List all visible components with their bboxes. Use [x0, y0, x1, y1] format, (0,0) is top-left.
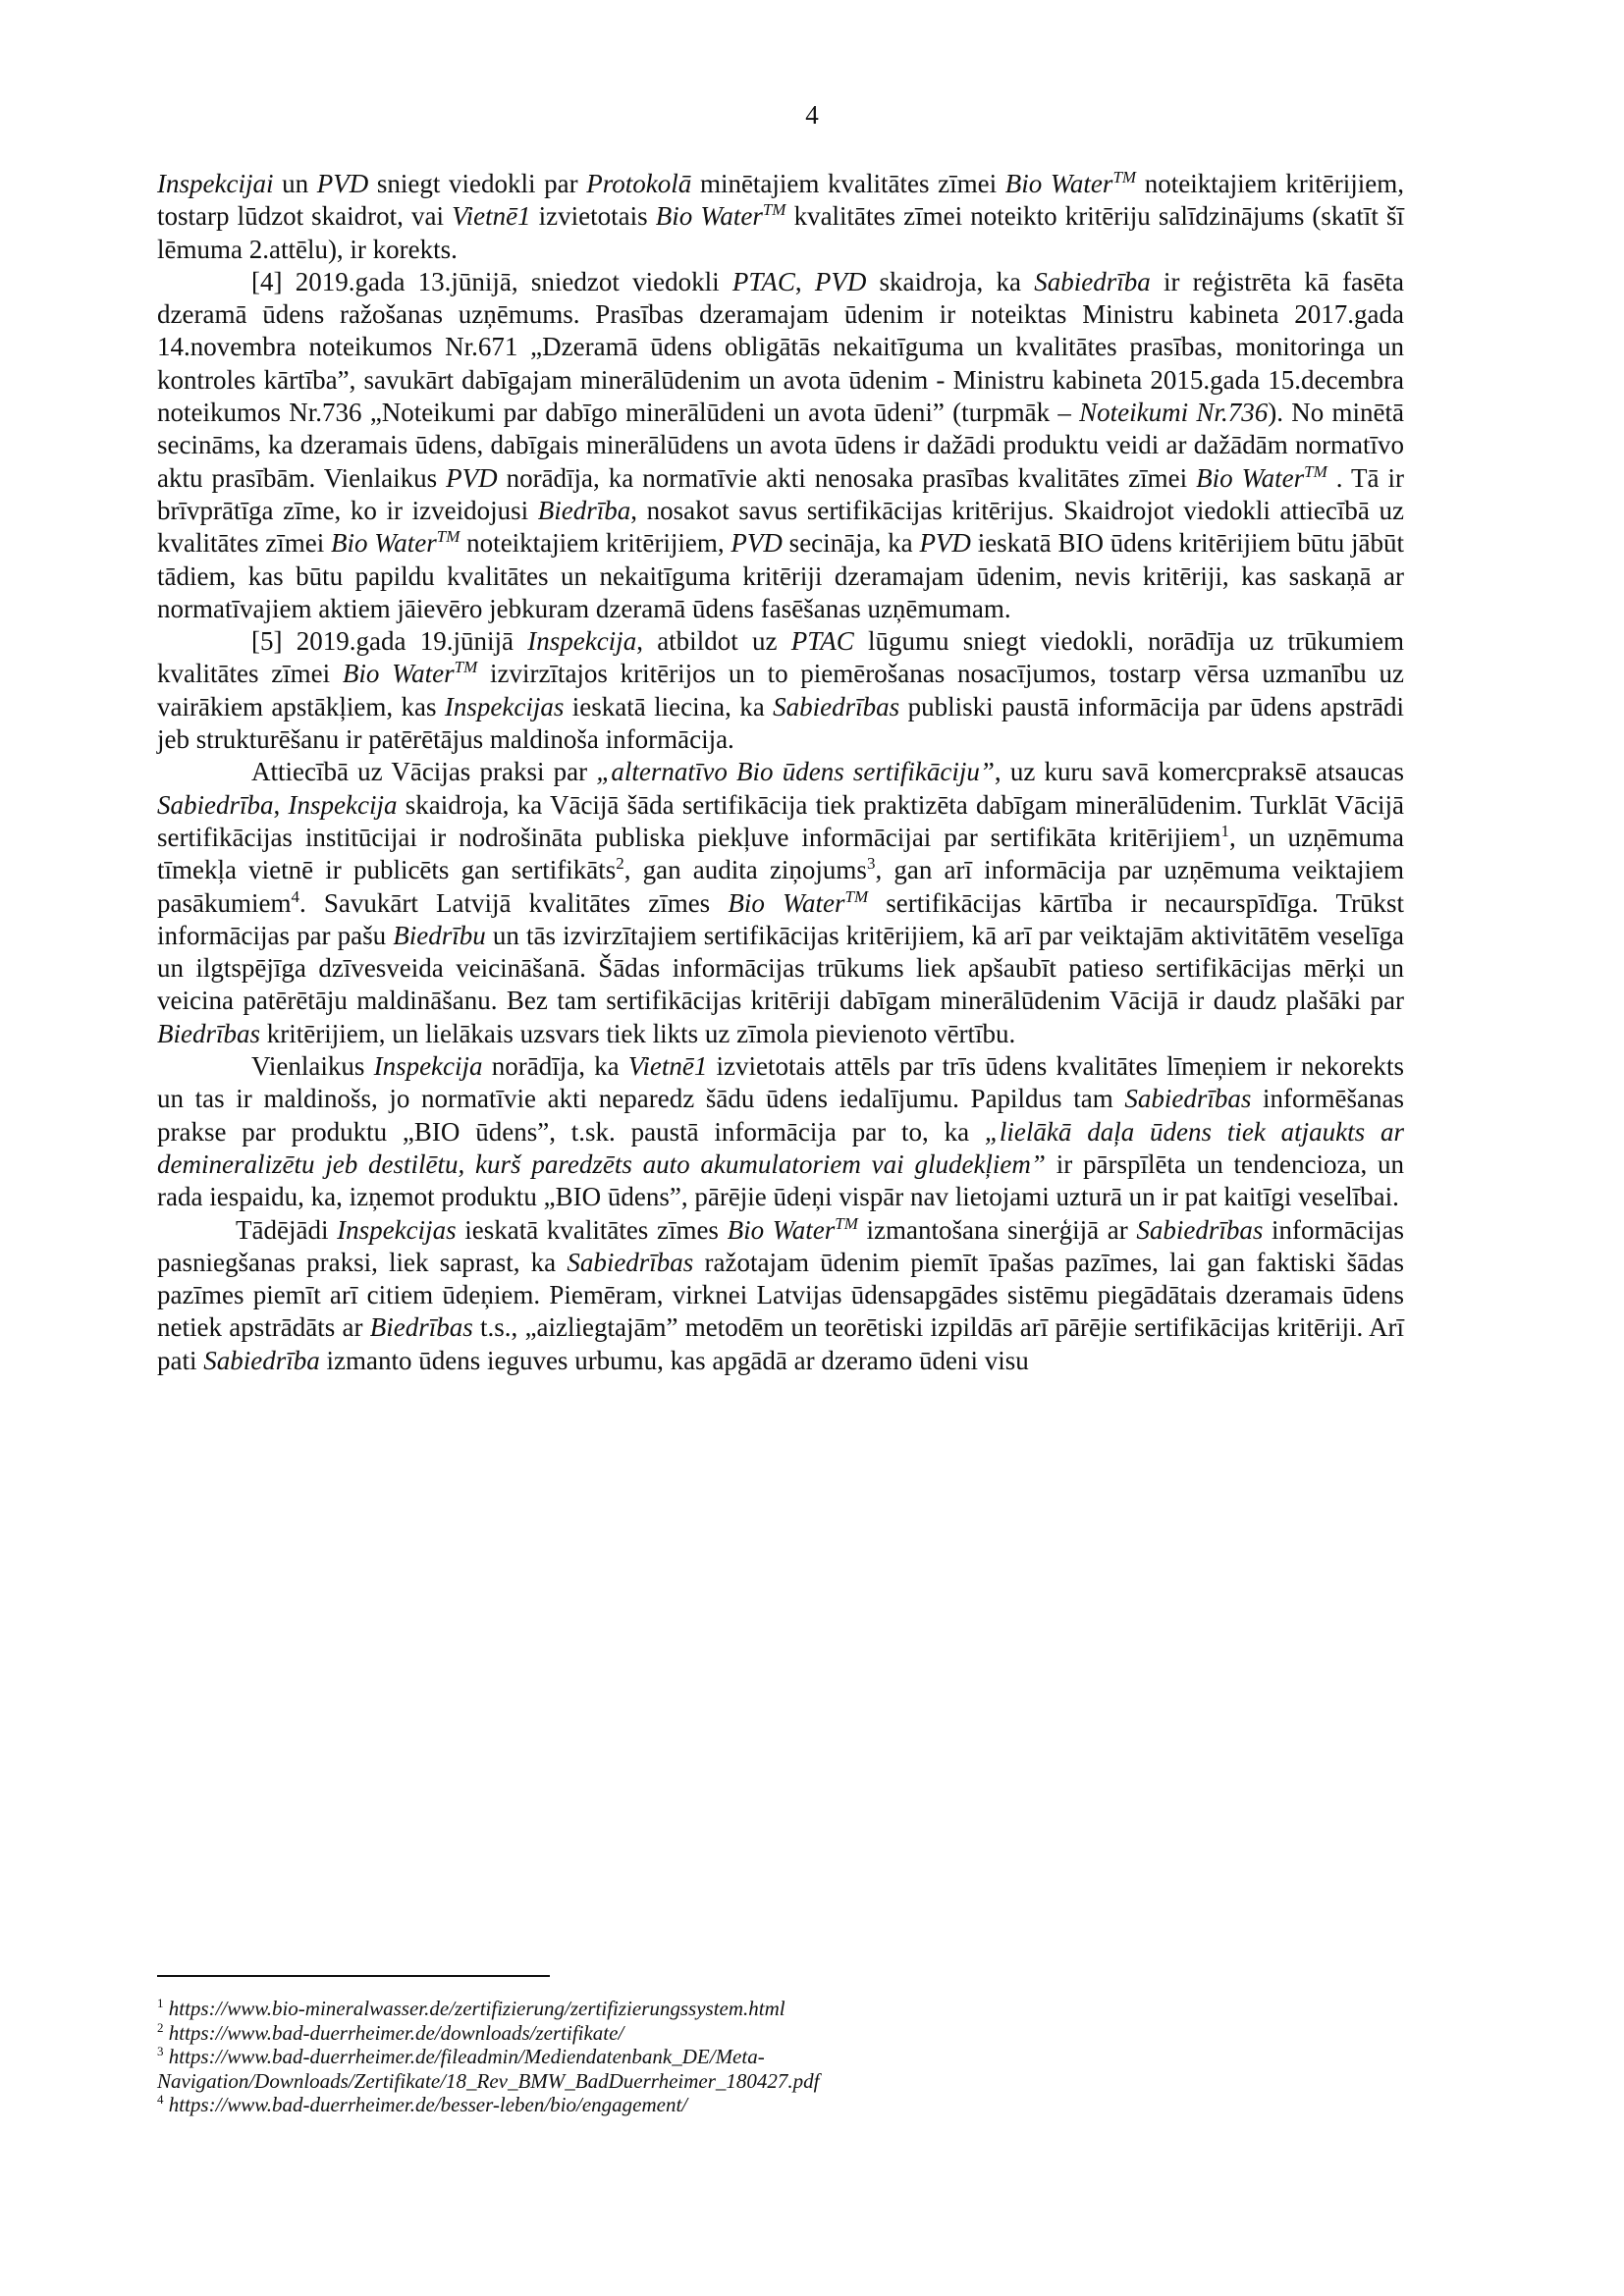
italic-text: Bio Water	[728, 887, 845, 918]
superscript: TM	[454, 658, 478, 677]
footnote-separator	[157, 1975, 550, 1977]
text-run: norādīja, ka	[482, 1051, 628, 1082]
text-run: kritērijiem, un lielākais uzsvars tiek likts uz zīmola pievienoto vērtību.	[260, 1018, 1016, 1048]
italic-text: Inspekcijas	[337, 1214, 457, 1245]
paragraph-4	[157, 266, 1404, 625]
text-run: ). No minētā secināms, ka dzeramais ūdens, dabīgais minerālūdens un avota ūdens ir dažādi produktu veidi ar dažādām normatīvo aktu prasībām. Vienlaikus	[157, 398, 1404, 493]
text-run: . Savukārt Latvijā kvalitātes zīmes	[298, 887, 729, 918]
footnote-link[interactable]: https://www.bad-duerrheimer.de/downloads/zertifikate/	[168, 2020, 624, 2045]
text-run: Vienlaikus	[251, 1051, 374, 1082]
text-run: . Tā ir brīvprātīga zīme, ko ir izveidojusi	[157, 462, 1405, 525]
text-run: minētajiem kvalitātes zīmei	[691, 169, 1005, 198]
text-run: ražotajam ūdenim piemīt īpašas pazīmes, lai gan faktiski šādas pazīmes piemīt arī citiem ūdeņiem. Piemēram, virknei Latvijas ūdensapgādes sistēmu piegādātais dzeramais ūdens netiek apstrādāts ar	[157, 1247, 1405, 1343]
superscript: 2	[616, 854, 624, 874]
paragraph	[157, 1050, 1404, 1213]
italic-text: Biedrības	[369, 1312, 473, 1343]
superscript: TM	[1112, 168, 1137, 187]
superscript: 4	[291, 886, 299, 906]
paragraph-5	[157, 625, 1404, 756]
italic-text: Noteikumi Nr.736	[1079, 398, 1269, 428]
superscript: TM	[835, 1213, 858, 1233]
text-run: informēšanas prakse par produktu „BIO ūdens”, t.sk. paustā informācija par to, ka	[157, 1084, 1404, 1147]
footnotes	[157, 1997, 1404, 2117]
text-run: , gan audita ziņojums	[623, 855, 867, 885]
text-run: ieskatā kvalitātes zīmes	[456, 1214, 728, 1245]
italic-text: Bio Water	[655, 201, 763, 232]
italic-text: Vietnē1	[452, 201, 531, 232]
footnote-number: 3	[157, 2044, 164, 2059]
footnote-number: 4	[157, 2092, 164, 2108]
italic-text: Bio Water	[1196, 462, 1305, 493]
text-run: ieskatā BIO ūdens kritērijiem būtu jābūt tādiem, kas būtu papildu kvalitātes un nekaitīguma kritēriji dzeramajam ūdenim, nevis kritēriji, kas saskaņā ar normatīvajiem aktiem jāievēro jebkuram dzeramā ūdens fasēšanas uzņēmumam.	[157, 528, 1405, 623]
italic-text: PVD	[316, 169, 369, 198]
text-run: ,	[794, 266, 815, 296]
italic-text: PTAC	[790, 626, 854, 657]
text-run: noteiktajiem kritērijiem,	[460, 528, 731, 559]
text-run: , atbildot uz	[636, 626, 791, 657]
italic-text: Sabiedrības	[1136, 1214, 1264, 1245]
document-body	[157, 168, 1404, 1377]
italic-text: Sabiedrības	[1124, 1084, 1252, 1114]
italic-text: Inspekcijas	[444, 691, 565, 721]
italic-text: Inspekcijai	[157, 169, 274, 198]
text-run: skaidroja, ka	[866, 266, 1035, 296]
footnote	[157, 2045, 1404, 2093]
italic-text: Inspekcija	[527, 626, 637, 657]
text-run: Attiecībā uz Vācijas praksi par	[251, 757, 597, 787]
italic-text: Biedrību	[393, 920, 486, 950]
italic-text: Bio Water	[727, 1214, 836, 1245]
italic-text: Sabiedrība	[157, 789, 274, 820]
text-run: Tādējādi	[236, 1214, 338, 1245]
text-run: izmantošana sinerģijā ar	[857, 1214, 1137, 1245]
text-run: [5] 2019.gada 19.jūnijā	[251, 626, 528, 657]
superscript: TM	[1304, 461, 1327, 481]
italic-text: PVD	[446, 462, 498, 493]
italic-text: PVD	[814, 266, 867, 296]
text-run: lūgumu sniegt viedokli, norādīja uz trūkumiem kvalitātes zīmei	[157, 626, 1404, 689]
text-run: informācijas pasniegšanas praksi, liek saprast, ka	[157, 1214, 1405, 1277]
text-run: noteiktajiem kritērijiem, tostarp lūdzot skaidrot, vai	[157, 169, 1405, 232]
superscript: TM	[762, 200, 786, 220]
footnote	[157, 2093, 1404, 2117]
italic-text: Bio Water	[342, 659, 455, 689]
text-run: izvietotais	[530, 201, 656, 232]
text-run: ,	[273, 789, 289, 820]
text-run: secināja, ka	[782, 528, 920, 559]
italic-text: Sabiedrības	[567, 1247, 694, 1277]
text-run: ir pārspīlēta un tendencioza, un rada iespaidu, ka, izņemot produktu „BIO ūdens”, pārējie ūdeņi vispār nav lietojami uzturā un ir pat kaitīgi veselībai.	[157, 1148, 1405, 1212]
italic-text: Bio Water	[331, 528, 437, 559]
italic-text: Bio Water	[1004, 169, 1113, 198]
italic-text: Sabiedrības	[773, 691, 900, 721]
page-number: 4	[805, 100, 819, 130]
text-run: , gan arī informācija par uzņēmuma veiktajiem pasākumiem	[157, 855, 1405, 918]
text-run: izvietotais attēls par trīs ūdens kvalitātes līmeņiem ir nekorekts un tas ir maldinošs, jo normatīvie akti neparedz šādu ūdens iedalījumu. Papildus tam	[157, 1051, 1405, 1114]
text-run: , nosakot savus sertifikācijas kritērijus. Skaidrojot viedokli attiecībā uz kvalitātes zīmei	[157, 495, 1404, 559]
footnote-link[interactable]: Navigation/Downloads/Zertifikate/18_Rev_BMW_BadDuerrheimer_180427.pdf	[157, 2068, 820, 2093]
text-run: skaidroja, ka Vācijā šāda sertifikācija tiek praktizēta dabīgam minerālūdenim. Turklāt Vācijā sertifikācijas institūcijai ir nodrošināta publiska piekļuve informācijai par sertifikāta kritērijiem	[157, 789, 1404, 852]
text-run: sertifikācijas kārtība ir necaurspīdīga. Trūkst informācijas par pašu	[157, 887, 1405, 950]
footnote-number: 1	[157, 1996, 164, 2010]
italic-text: Protokolā	[586, 169, 692, 198]
footnote-link[interactable]: https://www.bad-duerrheimer.de/fileadmin/Mediendatenbank_DE/Meta-	[168, 2045, 765, 2069]
italic-text: Inspekcija	[288, 789, 398, 820]
text-run: un	[273, 169, 317, 198]
text-run: , un uzņēmuma tīmekļa vietnē ir publicēts gan sertifikāts	[157, 822, 1404, 885]
text-run: [4] 2019.gada 13.jūnijā, sniedzot viedokli	[251, 266, 732, 296]
text-run: , uz kuru savā komercpraksē atsaucas	[994, 757, 1404, 787]
footnote-number: 2	[157, 2019, 164, 2035]
italic-text: PVD	[731, 528, 783, 559]
footnote-link[interactable]: https://www.bio-mineralwasser.de/zertifizierung/zertifizierungssystem.html	[168, 1997, 785, 2020]
paragraph	[157, 168, 1404, 266]
text-run: izvirzītajos kritērijos un to piemērošanas nosacījumos, tostarp vērsa uzmanību uz vairākiem apstākļiem, kas	[157, 659, 1405, 721]
footnote	[157, 1997, 1404, 2021]
italic-text: Sabiedrība	[203, 1345, 320, 1375]
text-run: sniegt viedokli par	[368, 169, 587, 198]
text-run: publiski paustā informācija par ūdens apstrādi jeb strukturēšanu ir patērētājus maldinoša informācija.	[157, 691, 1404, 755]
text-run: norādīja, ka normatīvie akti nenosaka prasības kvalitātes zīmei	[497, 462, 1197, 493]
italic-text: Sabiedrība	[1034, 266, 1151, 296]
italic-text: Vietnē1	[627, 1051, 708, 1082]
footnote	[157, 2021, 1404, 2046]
italic-text: Inspekcija	[373, 1051, 483, 1082]
superscript: 1	[1220, 821, 1229, 840]
italic-text: PVD	[919, 528, 971, 559]
text-run: ieskatā liecina, ka	[564, 691, 774, 721]
text-run: kvalitātes zīmei noteikto kritēriju salīdzinājums (skatīt šī lēmuma 2.attēlu), ir korekts.	[157, 201, 1405, 264]
text-run: t.s., „aizliegtajām” metodēm un teorētiski izpildās arī pārējie sertifikācijas kritēriji. Arī pati	[157, 1312, 1404, 1375]
italic-text: Biedrības	[157, 1018, 260, 1048]
italic-text: „alternatīvo Bio ūdens sertifikāciju”	[596, 757, 995, 787]
superscript: 3	[866, 854, 876, 874]
footnote-link[interactable]: https://www.bad-duerrheimer.de/besser-leben/bio/engagement/	[168, 2093, 688, 2117]
superscript: TM	[436, 527, 460, 547]
superscript: TM	[844, 886, 869, 906]
italic-text: „lielākā daļa ūdens tiek atjaukts ar demineralizētu jeb destilētu, kurš paredzēts auto akumulatoriem vai gludekļiem”	[157, 1116, 1404, 1179]
text-run: un tās izvirzītajiem sertifikācijas kritērijiem, kā arī par veiktajām aktivitātēm veselīga un ilgtspējīga dzīvesveida veicināšanā. Šādas informācijas trūkums liek apšaubīt patieso sertifikācijas mērķi un veicina patērētāju maldināšanu. Bez tam sertifikācijas kritēriji dabīgam minerālūdenim Vācijā ir daudz plašāki par	[157, 920, 1404, 1016]
text-run: ir reģistrēta kā fasēta dzeramā ūdens ražošanas uzņēmums. Prasības dzeramajam ūdenim ir noteiktas Ministru kabineta 2017.gada 14.novembra noteikumos Nr.671 „Dzeramā ūdens obligātās nekaitīguma un kvalitātes prasības, monitoringa un kontroles kārtība”, savukārt dabīgajam minerālūdenim un avota ūdenim - Ministru kabineta 2015.gada 15.decembra noteikumos Nr.736 „Noteikumi par dabīgo minerālūdeni un avota ūdeni” (turpmāk –	[157, 266, 1405, 428]
paragraph	[157, 756, 1404, 1050]
paragraph	[157, 1214, 1404, 1377]
italic-text: Biedrība	[537, 495, 631, 525]
text-run: izmanto ūdens ieguves urbumu, kas apgādā ar dzeramo ūdeni visu	[319, 1345, 1029, 1375]
italic-text: PTAC	[731, 266, 795, 296]
